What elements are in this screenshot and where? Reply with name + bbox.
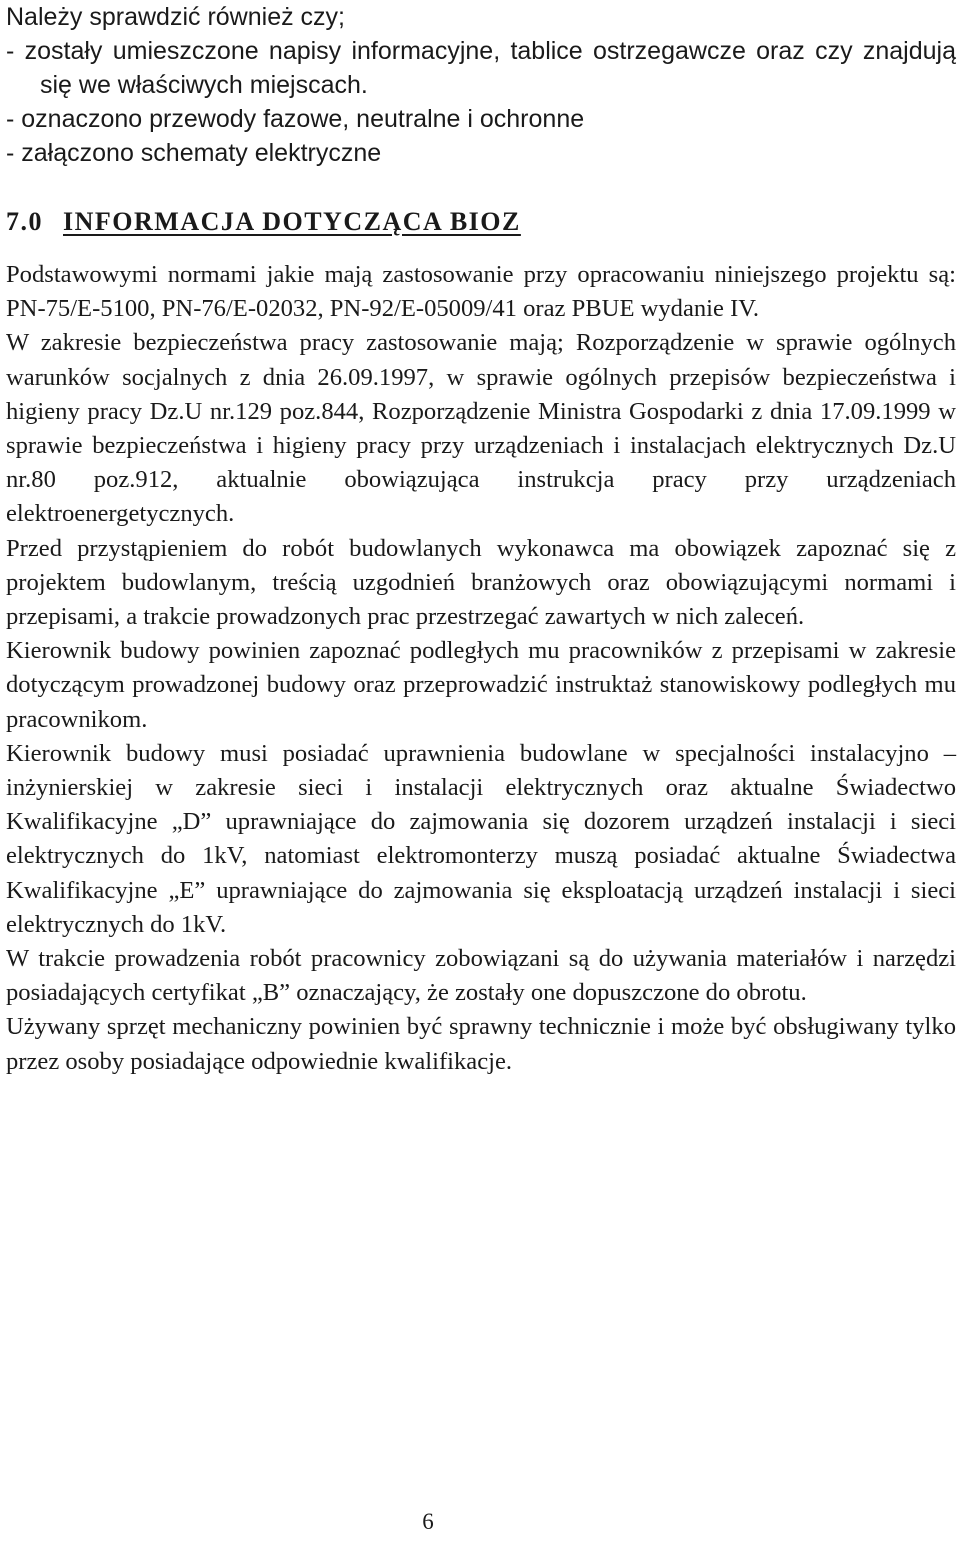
paragraph-qualifications: Kierownik budowy musi posiadać uprawnienia budowlane w specjalności instalacyjno – inżynierskiej w zakresie sieci i instalacji elektrycznych oraz aktualne Świadectwo Kwalifikacyjne „D” uprawniające do zajmowania się dozorem urządzeń instalacji i sieci elektrycznych do 1kV, natomiast elektromonterzy muszą posiadać aktualne Świadectwa Kwalifikacyjne „E” uprawniające do zajmowania się eksploatacją urządzeń instalacji i sieci elektrycznych do 1kV. bbox=[6, 739, 956, 938]
document-page bbox=[6, 0, 956, 1079]
paragraph-contractor-duties: Przed przystąpieniem do robót budowlanych wykonawca ma obowiązek zapoznać się z projektem budowlanym, treścią uzgodnień branżowych oraz obowiązującymi normami i przepisami, a trakcie prowadzonych prac przestrzegać zawartych w nich zaleceń. bbox=[6, 534, 956, 631]
paragraph-norms: Podstawowymi normami jakie mają zastosowanie przy opracowaniu niniejszego projektu są: PN-75/E-5100, PN-76/E-02032, PN-92/E-05009/41 oraz PBUE wydanie IV. bbox=[6, 261, 956, 323]
checklist-item-signs: - zostały umieszczone napisy informacyjne, tablice ostrzegawcze oraz czy znajdują się we właściwych miejscach. bbox=[6, 37, 956, 99]
checklist-lead: Należy sprawdzić również czy; bbox=[6, 3, 345, 31]
checklist-item-schematics: - załączono schematy elektryczne bbox=[6, 139, 382, 167]
section-title: INFORMACJA DOTYCZĄCA BIOZ bbox=[63, 207, 521, 236]
checklist-item-wires: - oznaczono przewody fazowe, neutralne i ochronne bbox=[6, 105, 585, 133]
page-number: 6 bbox=[422, 1509, 434, 1534]
paragraph-equipment: Używany sprzęt mechaniczny powinien być sprawny technicznie i może być obsługiwany tylko przez osoby posiadające odpowiednie kwalifikacje. bbox=[6, 1013, 956, 1075]
paragraph-site-manager-training: Kierownik budowy powinien zapoznać podległych mu pracowników z przepisami w zakresie dotyczącym prowadzonej budowy oraz przeprowadzić instruktaż stanowiskowy podległych mu pracownikom. bbox=[6, 637, 956, 733]
section-body bbox=[6, 258, 956, 1079]
section-number: 7.0 bbox=[6, 207, 43, 236]
section-heading bbox=[6, 204, 956, 240]
paragraph-certified-materials: W trakcie prowadzenia robót pracownicy zobowiązani są do używania materiałów i narzędzi posiadających certyfikat „B” oznaczający, że zostały one dopuszczone do obrotu. bbox=[6, 945, 956, 1007]
checklist-block bbox=[6, 0, 956, 170]
paragraph-regulations: W zakresie bezpieczeństwa pracy zastosowanie mają; Rozporządzenie w sprawie ogólnych warunków socjalnych z dnia 26.09.1997, w sprawie ogólnych przepisów bezpieczeństwa i higieny pracy Dz.U nr.129 poz.844, Rozporządzenie Ministra Gospodarki z dnia 17.09.1999 w sprawie bezpieczeństwa i higieny pracy przy urządzeniach i instalacjach elektrycznych Dz.U nr.80 poz.912, aktualnie obowiązująca instrukcja pracy przy urządzeniach elektroenergetycznych. bbox=[6, 329, 956, 528]
